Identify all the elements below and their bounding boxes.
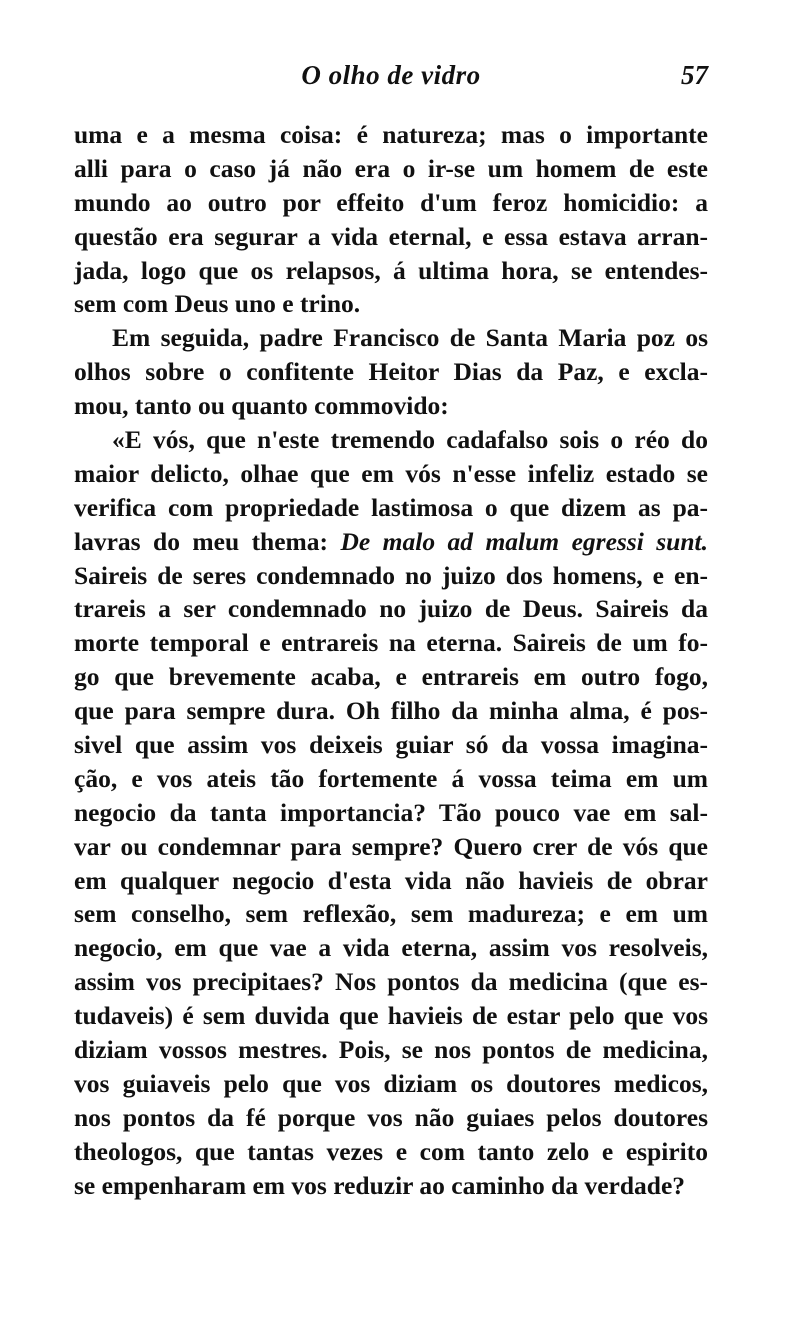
text-line: nos pontos da fé porque vos não guiaes pelos doutores [74,1102,708,1132]
text-line: maior delicto, olhae que em vós n'esse infeliz estado se [74,458,708,488]
text-line: var ou condemnar para sempre? Quero crer de vós que [74,831,708,861]
text-line: que para sempre dura. Oh filho da minha alma, é pos- [74,696,708,726]
text-line: se empenharam em vos reduzir ao caminho da verdade? [74,1170,686,1200]
text-line: em qualquer negocio d'esta vida não havieis de obrar [74,865,708,895]
text-line: «E vós, que n'este tremendo cadafalso sois o réo do [112,425,708,455]
text-line: uma e a mesma coisa: é natureza; mas o importante [74,120,708,149]
body-text [74,118,708,1203]
text-line: sem conselho, sem reflexão, sem madureza; e em um [74,899,708,929]
text-line: ção, e vos ateis tão fortemente á vossa teima em um [74,763,708,793]
text-line: Em seguida, padre Francisco de Santa Maria poz os [112,323,708,353]
text-line: questão era segurar a vida eternal, e essa estava arran- [74,221,708,251]
text-line: olhos sobre o confitente Heitor Dias da Paz, e excla- [74,357,708,387]
page-number: 57 [681,60,708,90]
text-line: verifica com propriedade lastimosa o que dizem as pa- [74,492,708,522]
text-line: Saireis de seres condemnado no juizo dos homens, e en- [74,560,708,590]
page-header [74,60,708,96]
text-line: alli para o caso já não era o ir-se um homem de este [74,153,708,183]
text-line: tudaveis) é sem duvida que havieis de estar pelo que vos [74,1001,708,1031]
text-line: mou, tanto ou quanto commovido: [74,391,449,421]
text-line: morte temporal e entrareis na eterna. Saireis de um fo- [74,628,708,658]
text-line: trareis a ser condemnado no juizo de Deus. Saireis da [74,594,708,624]
text-line: sivel que assim vos deixeis guiar só da vossa imagina- [74,730,708,760]
text-line: mundo ao outro por effeito d'um feroz homicidio: a [74,187,708,217]
latin-quote: De malo ad malum egressi sunt. [340,526,708,556]
text-line: jada, logo que os relapsos, á ultima hora, se entendes- [74,255,708,285]
text-line-fragment: lavras do meu thema: [74,526,329,556]
text-line: negocio, em que vae a vida eterna, assim vos resolveis, [74,933,708,963]
text-line: theologos, que tantas vezes e com tanto zelo e espirito [74,1136,708,1166]
text-line: go que brevemente acaba, e entrareis em outro fogo, [74,662,708,692]
text-line: diziam vossos mestres. Pois, se nos pontos de medicina, [74,1035,708,1065]
text-line: vos guiaveis pelo que vos diziam os doutores medicos, [74,1068,708,1098]
text-line: assim vos precipitaes? Nos pontos da medicina (que es- [74,967,708,997]
running-title: O olho de vidro [301,60,481,90]
text-line-with-quote [74,525,708,559]
text-line: sem com Deus uno e trino. [74,289,361,319]
text-line: negocio da tanta importancia? Tão pouco vae em sal- [74,797,708,827]
